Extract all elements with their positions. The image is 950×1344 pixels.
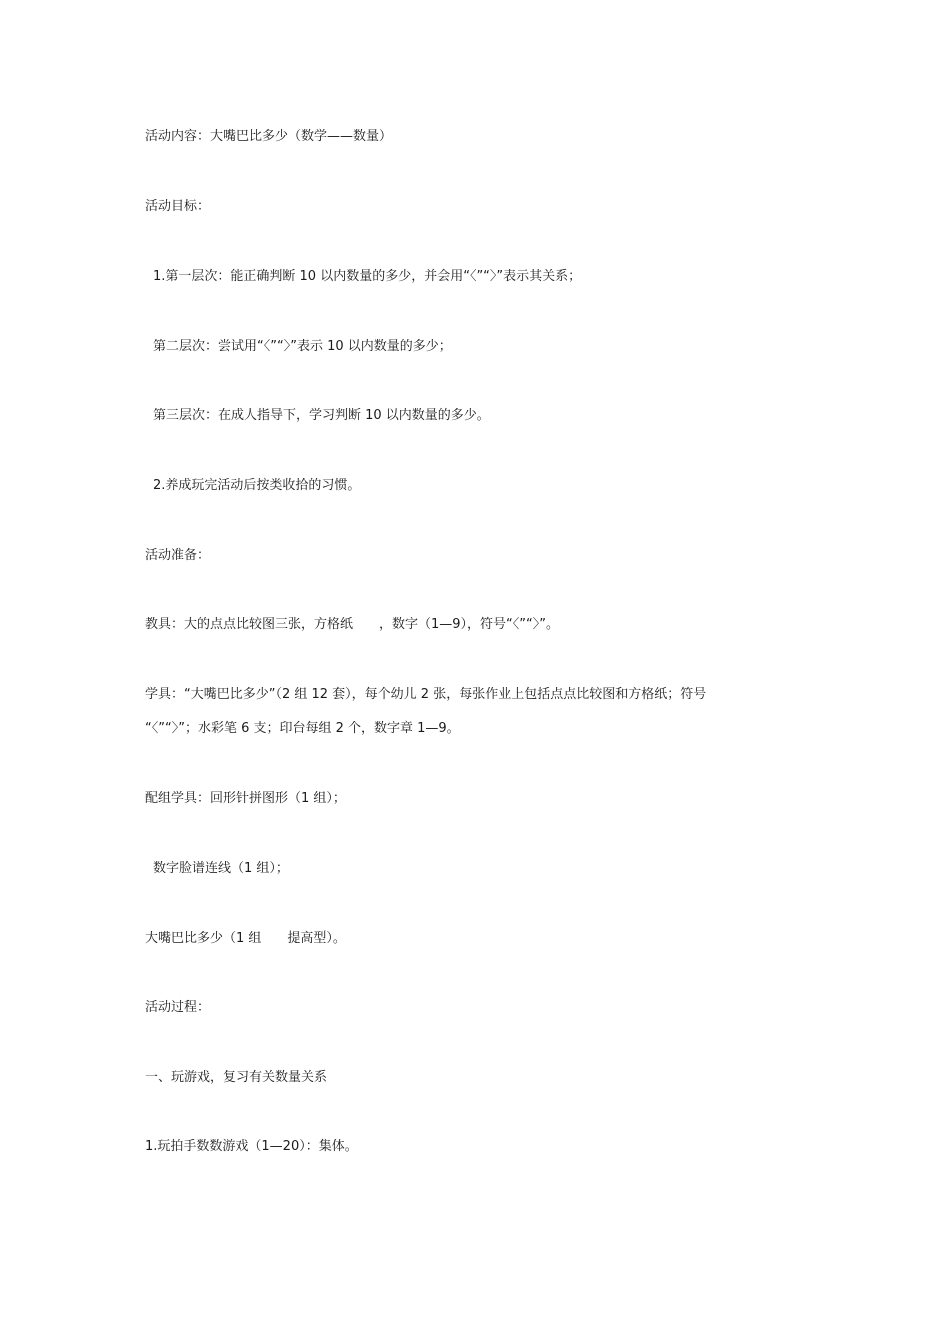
activity-content-line: 活动内容：大嘴巴比多少（数学——数量）: [145, 129, 393, 144]
activity-process-heading: 活动过程：: [145, 1000, 211, 1015]
goal-1-level-1: 1.第一层次：能正确判断 10 以内数量的多少，并会用“〈”“〉”表示其关系；: [153, 269, 582, 284]
group-aids-item-2: 数字脸谱连线（1 组）；: [153, 861, 289, 876]
process-step-1: 1.玩拍手数数游戏（1—20）：集体。: [145, 1139, 358, 1154]
process-section-1-heading: 一、玩游戏，复习有关数量关系: [145, 1070, 328, 1085]
group-aids-item-3: 大嘴巴比多少（1 组 提高型）。: [145, 931, 346, 946]
activity-goals-heading: 活动目标：: [145, 199, 211, 214]
learning-aids-line-continued: “〈”“〉”；水彩笔 6 支；印台每组 2 个，数字章 1—9。: [145, 721, 460, 736]
goal-2: 2.养成玩完活动后按类收拾的习惯。: [153, 478, 361, 493]
activity-preparation-heading: 活动准备：: [145, 548, 211, 563]
teaching-aids-line: 教具：大的点点比较图三张，方格纸 ，数字（1—9），符号“〈”“〉”。: [145, 617, 559, 632]
group-aids-line: 配组学具：回形针拼图形（1 组）；: [145, 791, 346, 806]
goal-1-level-3: 第三层次：在成人指导下，学习判断 10 以内数量的多少。: [153, 408, 490, 423]
learning-aids-line: 学具：“大嘴巴比多少”（2 组 12 套），每个幼儿 2 张，每张作业上包括点点比较图和方格纸；符号: [145, 687, 707, 702]
goal-1-level-2: 第二层次：尝试用“〈”“〉”表示 10 以内数量的多少；: [153, 339, 452, 354]
